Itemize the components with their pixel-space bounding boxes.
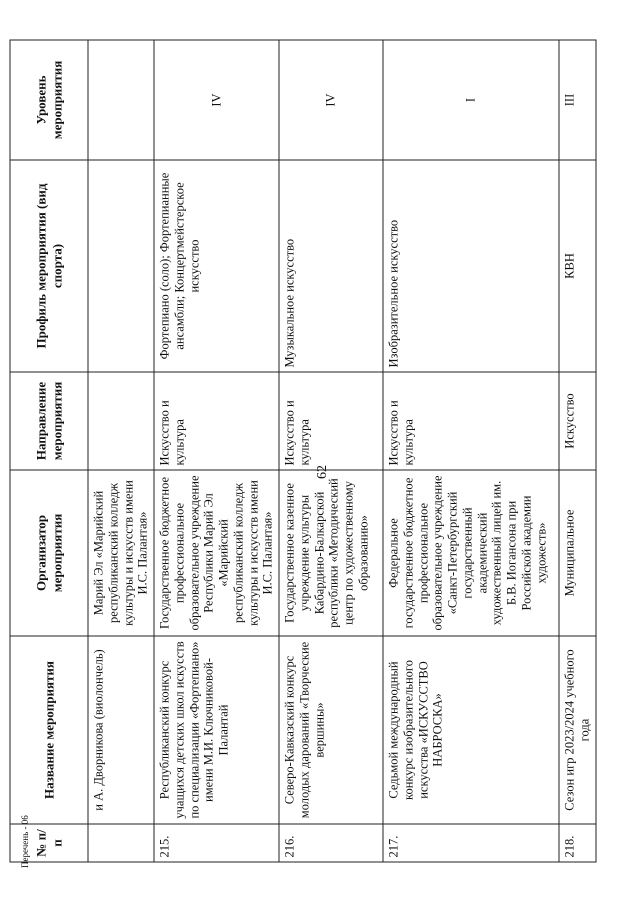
header-num: № п/п: [10, 824, 88, 862]
cell-level: I: [383, 40, 559, 160]
cell-name: и А. Дворникова (виолончель): [88, 636, 154, 824]
cell-num: 217.: [383, 824, 559, 862]
cell-level: [88, 40, 154, 160]
cell-organizer: Марий Эл «Марийский республиканский колледж культуры и искусств имени И.С. Палантая»: [88, 470, 154, 636]
cell-organizer: Государственное бюджетное профессиональное образовательное учреждение Республики Марий Эл «Марийский республиканский колледж культуры и искусств имени И.С. Палантая»: [154, 470, 279, 636]
events-table: [10, 40, 597, 863]
cell-organizer: Федеральное государственное бюджетное профессиональное образовательное учреждение «Санкт-Петербургский государственный академический художественный лицей им. Б.В. Иогансона при Российской академии художеств»: [383, 470, 559, 636]
table-row: [279, 40, 383, 862]
cell-level: IV: [154, 40, 279, 160]
cell-direction: Искусство и культура: [383, 372, 559, 470]
header-level: Уровень мероприятия: [10, 40, 88, 160]
cell-level: III: [559, 40, 596, 160]
table-header-row: [10, 40, 88, 862]
cell-profile: Фортепиано (соло); Фортепианные ансамбли; Концертмейстерское искусство: [154, 160, 279, 372]
cell-profile: [88, 160, 154, 372]
cell-name: Республиканский конкурс учащихся детских школ искусств по специализации «Фортепиано» имени М.И. Ключниковой-Палантай: [154, 636, 279, 824]
cell-name: Сезон игр 2023/2024 учебного года: [559, 636, 596, 824]
cell-num: [88, 824, 154, 862]
header-direction: Направление мероприятия: [10, 372, 88, 470]
cell-direction: Искусство: [559, 372, 596, 470]
cell-organizer: Государственное казенное учреждение культуры Кабардино-Балкарской республики «Методический центр по художественному образованию»: [279, 470, 383, 636]
cell-level: IV: [279, 40, 383, 160]
cell-profile: Изобразительное искусство: [383, 160, 559, 372]
cell-num: 215.: [154, 824, 279, 862]
cell-profile: Музыкальное искусство: [279, 160, 383, 372]
cell-name: Северо-Кавказский конкурс молодых дарований «Творческие вершины»: [279, 636, 383, 824]
cell-direction: Искусство и культура: [154, 372, 279, 470]
table-row: [154, 40, 279, 862]
cell-direction: Искусство и культура: [279, 372, 383, 470]
table-row: [88, 40, 154, 862]
cell-organizer: Муниципальное: [559, 470, 596, 636]
cell-profile: КВН: [559, 160, 596, 372]
cell-name: Седьмой международный конкурс изобразительного искусства «ИСКУССТВО НАБРОСКА»: [383, 636, 559, 824]
table-row: [383, 40, 559, 862]
rotated-page: [10, 41, 592, 863]
header-organizer: Организатор мероприятия: [10, 470, 88, 636]
footer-note: Перечень - 06: [20, 815, 30, 868]
header-profile: Профиль мероприятия (вид спорта): [10, 160, 88, 372]
page-number: 62: [315, 465, 330, 479]
cell-direction: [88, 372, 154, 470]
cell-num: 218.: [559, 824, 596, 862]
header-name: Название мероприятия: [10, 636, 88, 824]
table-row: [559, 40, 596, 862]
cell-num: 216.: [279, 824, 383, 862]
